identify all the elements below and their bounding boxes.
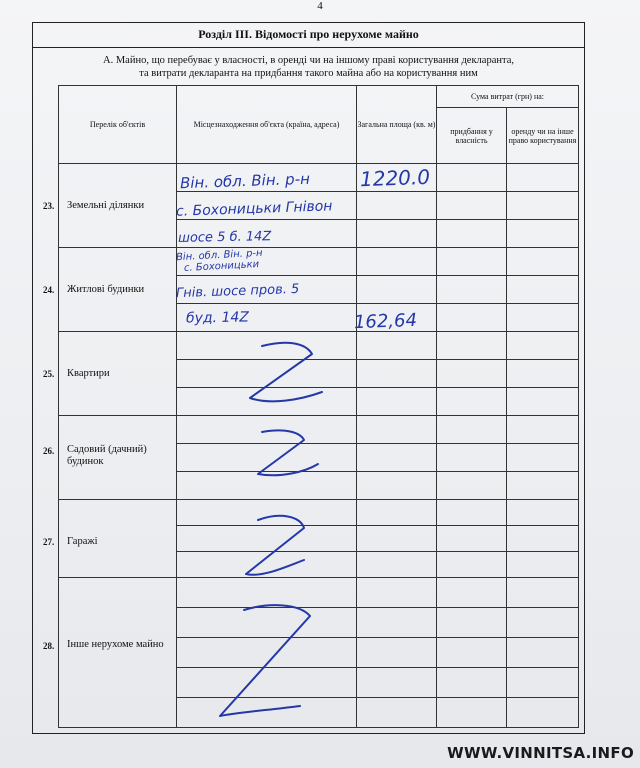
page-number: 4	[317, 0, 323, 12]
site-watermark: WWW.VINNITSA.INFO	[447, 744, 634, 762]
hw-23-line-3: шосе 5 б. 14Z	[177, 229, 272, 246]
section-title: Розділ ІІІ. Відомості про нерухоме майно	[32, 22, 585, 48]
row-label-25: Квартири	[67, 368, 110, 379]
header-rent: оренду чи на інше право користування	[507, 108, 579, 164]
row-label-23: Земельні ділянки	[67, 200, 145, 211]
header-location: Місцезнаходження об'єкта (країна, адреса)	[177, 86, 357, 164]
row-label-27: Гаражі	[67, 536, 98, 547]
hw-24-area: 162,64	[353, 309, 418, 334]
row-number-24: 24.	[43, 285, 55, 295]
row-number-27: 27.	[43, 537, 55, 547]
dash-mark-28	[220, 605, 310, 716]
dash-mark-27	[246, 516, 304, 575]
dash-mark-25	[250, 343, 322, 402]
dash-mark-26	[258, 430, 318, 475]
hw-24-line-1b: с. Бохоницьки	[183, 259, 260, 274]
header-purchase: придбання у власність	[437, 108, 507, 164]
row-label-24: Житлові будинки	[67, 284, 145, 295]
intro-line-2: та витрати декларанта на придбання такого майна або на користування ним	[139, 68, 478, 79]
row-number-28: 28.	[43, 641, 55, 651]
row-label-28: Інше нерухоме майно	[67, 639, 164, 650]
hw-23-area: 1220.0	[359, 164, 431, 192]
hw-24-line-1: Він. обл. Він. р-н	[175, 247, 263, 264]
header-expenses: Сума витрат (грн) на:	[437, 86, 579, 108]
row-number-23: 23.	[43, 201, 55, 211]
hw-24-line-3: буд. 14Z	[185, 309, 250, 327]
header-object-list: Перелік об'єктів	[59, 86, 177, 164]
row-number-25: 25.	[43, 369, 55, 379]
hw-23-line-2: с. Бохоницьки Гнівон	[175, 198, 333, 220]
hw-24-line-2: Гнів. шосе пров. 5	[175, 281, 300, 302]
header-area: Загальна площа (кв. м)	[357, 86, 437, 164]
row-number-26: 26.	[43, 446, 55, 456]
row-label-26: Садовий (дачний) будинок	[67, 444, 147, 467]
hw-23-line-1: Він. обл. Він. р-н	[179, 169, 311, 193]
intro-line-1: А. Майно, що перебуває у власності, в оренді чи на іншому праві користування декларанта,	[103, 55, 514, 66]
